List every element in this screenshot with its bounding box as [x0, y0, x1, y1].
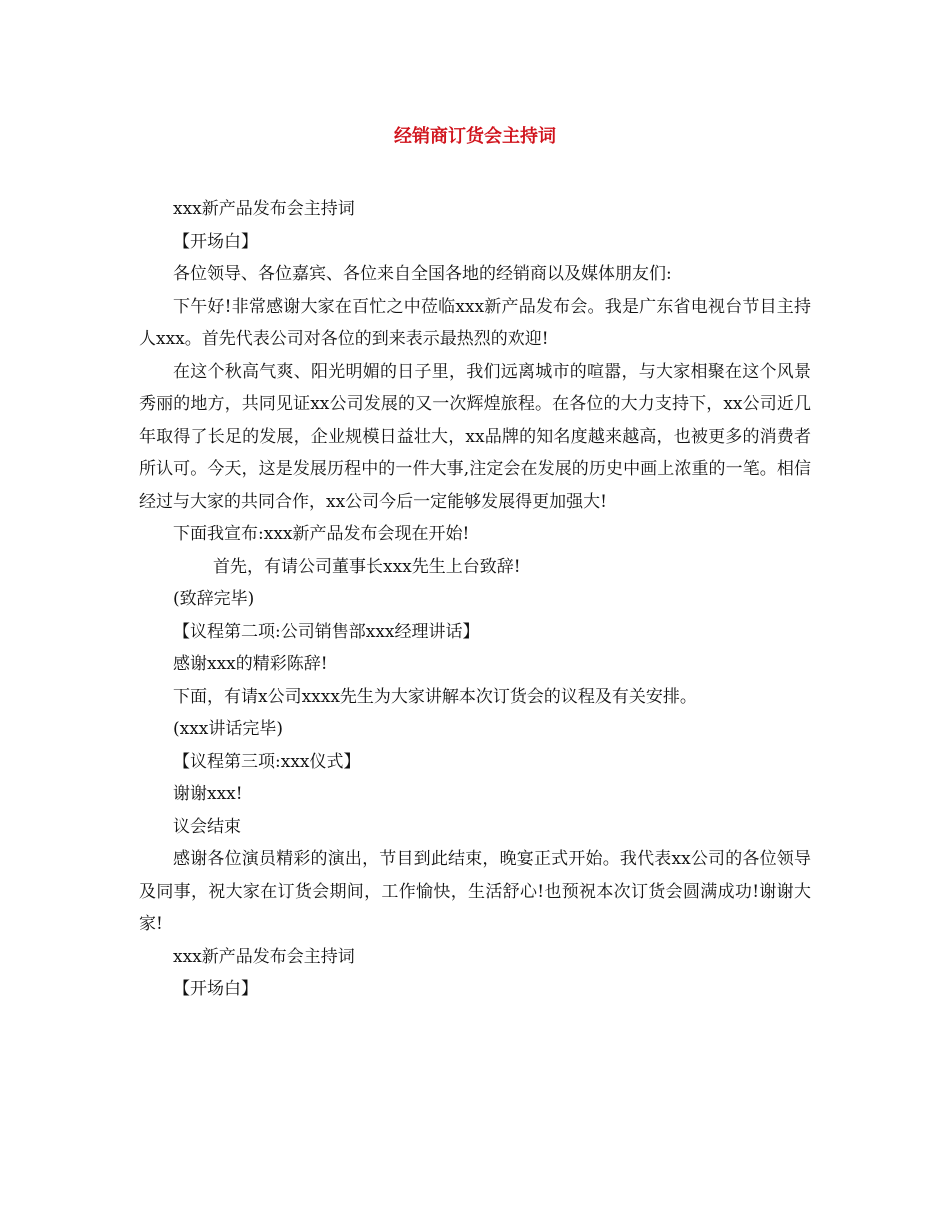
paragraph-welcome: 下午好!非常感谢大家在百忙之中莅临xxx新产品发布会。我是广东省电视台节目主持人xxx。首先代表公司对各位的到来表示最热烈的欢迎! — [139, 296, 811, 349]
paragraph-heading-release-2: xxx新产品发布会主持词 — [173, 946, 355, 967]
paragraph-speech-finished: (致辞完毕) — [173, 589, 255, 609]
paragraph-closing: 感谢各位演员精彩的演出，节目到此结束，晚宴正式开始。我代表xx公司的各位领导及同事，祝大家在订货会期间，工作愉快，生活舒心!也预祝本次订货会圆满成功!谢谢大家! — [139, 849, 811, 934]
paragraph-company-development: 在这个秋高气爽、阳光明媚的日子里，我们远离城市的喧嚣，与大家相聚在这个风景秀丽的地方，共同见证xx公司发展的又一次辉煌旅程。在各位的大力支持下，xx公司近几年取得了长足的发展，企业规模日益壮大，xx品牌的知名度越来越高，也被更多的消费者所认可。今天，这是发展历程中的一件大事,注定会在发展的历史中画上浓重的一笔。相信经过与大家的共同合作，xx公司今后一定能够发展得更加强大! — [139, 361, 811, 512]
document-body — [139, 193, 811, 1006]
paragraph-agenda-three: 【议程第三项:xxx仪式】 — [173, 751, 361, 772]
paragraph-agenda-two: 【议程第二项:公司销售部xxx经理讲话】 — [173, 621, 480, 642]
paragraph-opening-label-2: 【开场白】 — [173, 979, 258, 999]
paragraph-thanks-speech: 感谢xxx的精彩陈辞! — [173, 654, 328, 674]
paragraph-chairman-speech: 首先，有请公司董事长xxx先生上台致辞! — [213, 556, 521, 577]
paragraph-heading-release: xxx新产品发布会主持词 — [173, 199, 355, 219]
document-title: 经销商订货会主持词 — [394, 126, 556, 147]
paragraph-thanks: 谢谢xxx! — [173, 784, 243, 804]
paragraph-announce-start: 下面我宣布:xxx新产品发布会现在开始! — [173, 524, 470, 544]
paragraph-explain-agenda: 下面，有请x公司xxxx先生为大家讲解本次订货会的议程及有关安排。 — [173, 686, 697, 707]
paragraph-meeting-end: 议会结束 — [173, 816, 241, 837]
paragraph-opening-label: 【开场白】 — [173, 231, 258, 252]
paragraph-greeting: 各位领导、各位嘉宾、各位来自全国各地的经销商以及媒体朋友们: — [173, 264, 672, 284]
paragraph-talk-finished: (xxx讲话完毕) — [173, 719, 284, 739]
